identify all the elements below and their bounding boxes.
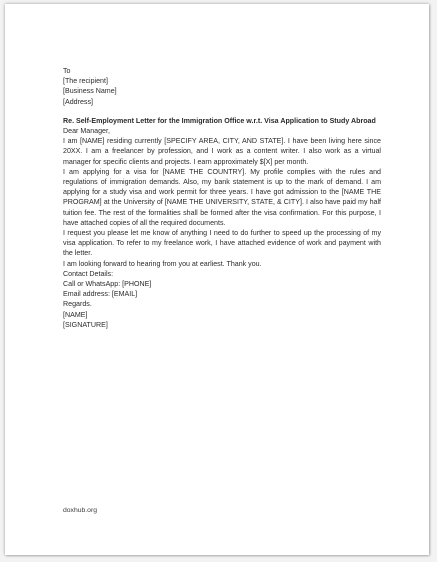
address: [Address]	[63, 97, 93, 106]
paragraph-3: I request you please let me know of anything I need to do further to speed up the processing of my visa application. To refer to my freelance work, I have attached evidence of work and payment with the letter.	[63, 229, 381, 258]
document-page	[5, 4, 429, 555]
phone-line: Call or WhatsApp: [PHONE]	[63, 280, 152, 289]
salutation: Dear Manager,	[63, 127, 110, 136]
closing: Regards.	[63, 300, 92, 309]
contact-heading: Contact Details:	[63, 269, 114, 278]
recipient-address	[63, 76, 381, 107]
letter-body	[63, 66, 381, 330]
email-line: Email address: [EMAIL]	[63, 290, 138, 299]
recipient-name: [The recipient]	[63, 77, 108, 86]
paragraph-1: I am [NAME] residing currently [SPECIFY AREA, CITY, AND STATE]. I have been living here since 20XX. I am a freelancer by profession, and I work as a content writer. I also work as a virtual manager for specific clients and projects. I earn approximately $[X] per month.	[63, 137, 381, 166]
signature: [SIGNATURE]	[63, 320, 108, 329]
footer-site-label: doxhub.org	[63, 507, 98, 514]
sender-name: [NAME]	[63, 310, 88, 319]
paragraph-2: I am applying for a visa for [NAME THE COUNTRY]. My profile complies with the rules and regulations of immigration demands. Also, my bank statement is up to the mark of demand. I am applying for a study visa and work permit for three years. I have got admission to the [NAME THE PROGRAM] at the University of [NAME THE UNIVERSITY, STATE, & CITY]. I also have paid my half tuition fee. The rest of the formalities shall be formed after the visa confirmation. For this purpose, I have attached copies of all the required documents.	[63, 167, 381, 227]
paragraph-4: I am looking forward to hearing from you at earliest. Thank you.	[63, 259, 262, 268]
to-line: To	[63, 67, 71, 75]
subject-line: Re. Self-Employment Letter for the Immigration Office w.r.t. Visa Application to Study Abroad	[63, 116, 376, 125]
business-name: [Business Name]	[63, 87, 117, 96]
